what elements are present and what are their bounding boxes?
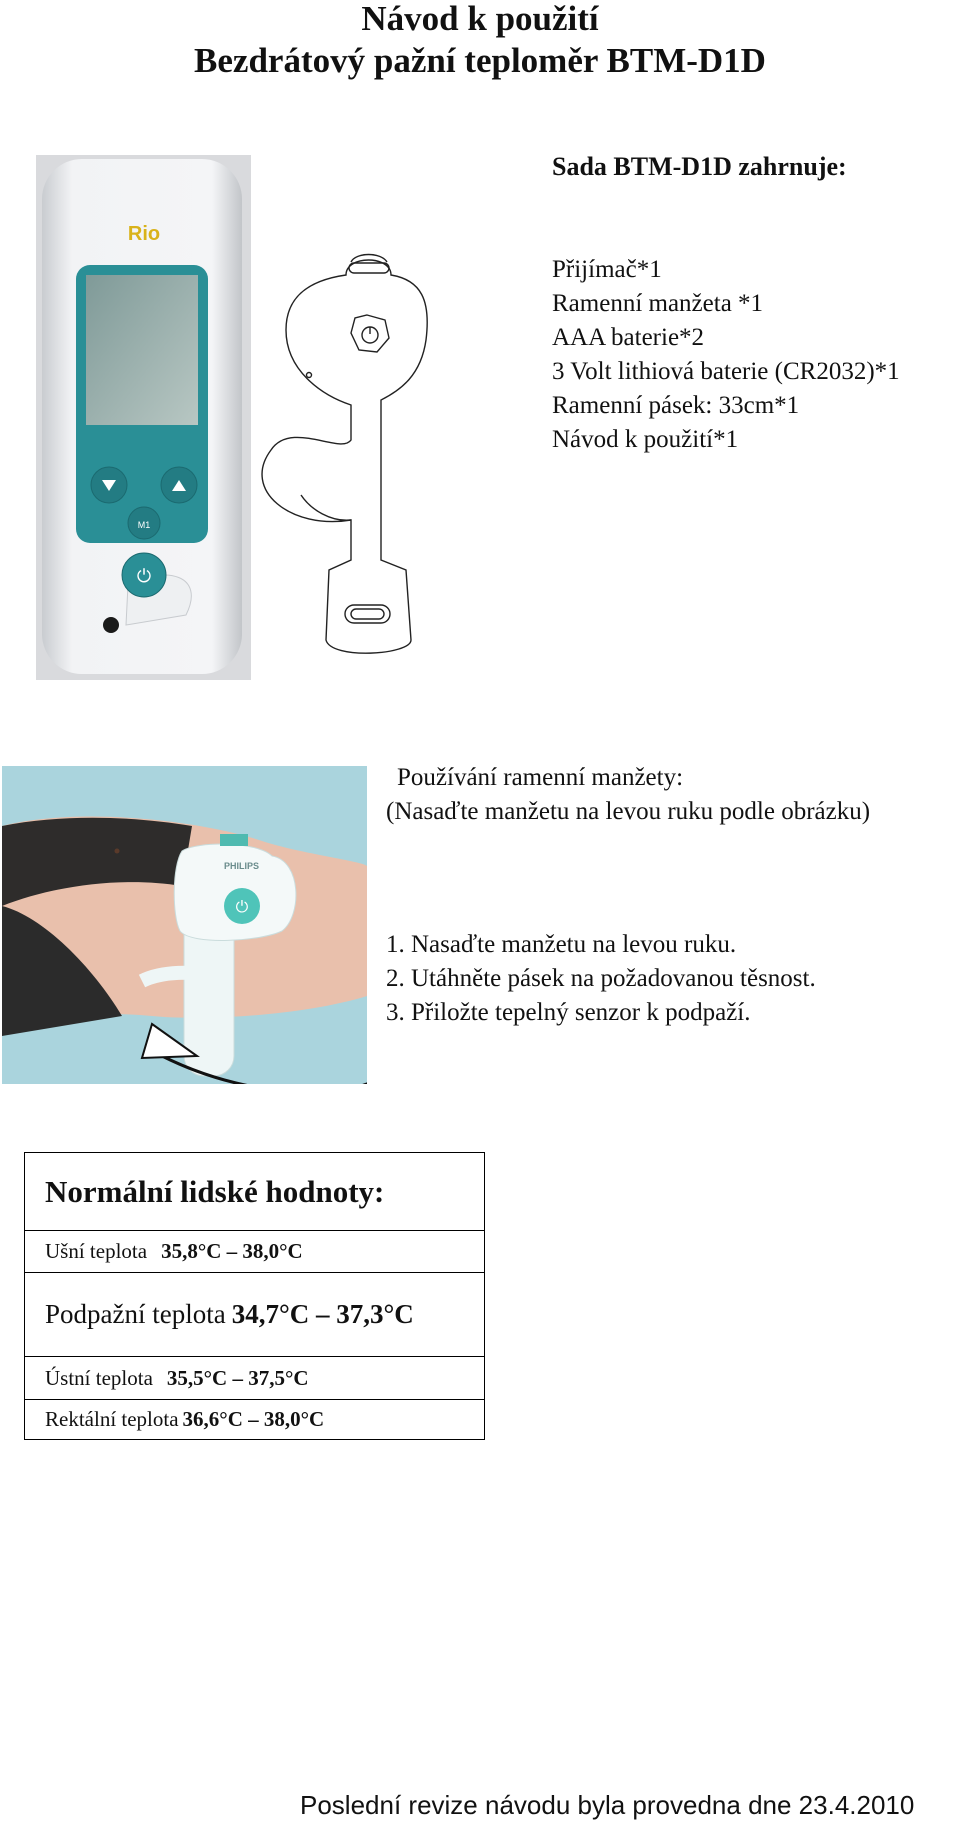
usage-step: 3. Přiložte tepelný senzor k podpaží. (386, 999, 751, 1026)
kit-heading: Sada BTM-D1D zahrnuje: (552, 152, 847, 181)
row-value: 35,5°C – 37,5°C (166, 1365, 309, 1390)
mode-label: M1 (137, 520, 151, 530)
kit-item: Ramenní pásek: 33cm*1 (552, 392, 800, 419)
row-label: Podpažní teplota (45, 1299, 226, 1329)
row-value: 36,6°C – 38,0°C (182, 1407, 325, 1431)
photo-brand: PHILIPS (224, 861, 260, 871)
normal-values-table (24, 1152, 485, 1440)
row-label: Ústní teplota (45, 1365, 153, 1390)
row-label: Ušní teplota (45, 1239, 148, 1263)
usage-step: 1. Nasaďte manžetu na levou ruku. (386, 931, 737, 958)
kit-item: AAA baterie*2 (552, 324, 705, 351)
brand-logo: Rio (127, 223, 161, 245)
armband-drawing (251, 200, 496, 680)
revision-footer: Poslední revize návodu byla provedna dne 23.4.2010 (300, 1790, 915, 1820)
receiver-device-image (36, 155, 251, 680)
table-row (25, 1273, 485, 1357)
table-row (25, 1231, 485, 1273)
document-title-line1: Návod k použití (361, 0, 599, 38)
arm-photo (2, 766, 367, 1084)
row-label: Rektální teplota (45, 1407, 179, 1431)
row-value: 34,7°C – 37,3°C (231, 1299, 414, 1329)
usage-step: 2. Utáhněte pásek na požadovanou těsnost. (386, 965, 816, 992)
usage-heading: Používání ramenní manžety: (397, 764, 684, 791)
kit-item: 3 Volt lithiová baterie (CR2032)*1 (552, 358, 900, 385)
usage-steps (386, 928, 816, 1030)
kit-item: Ramenní manžeta *1 (552, 290, 764, 317)
row-value: 35,8°C – 38,0°C (161, 1239, 303, 1263)
power-icon: ⏻ (235, 897, 249, 916)
kit-item: Přijímač*1 (552, 256, 662, 283)
table-row (25, 1400, 485, 1440)
device-screen (86, 275, 198, 425)
power-icon: ⏻ (136, 566, 152, 587)
document-title-line2: Bezdrátový pažní teploměr BTM-D1D (194, 41, 766, 80)
kit-item: Návod k použití*1 (552, 426, 739, 453)
usage-subheading: (Nasaďte manžetu na levou ruku podle obrázku) (386, 798, 871, 825)
kit-list (552, 253, 900, 457)
table-heading: Normální lidské hodnoty: (25, 1153, 485, 1231)
table-row (25, 1357, 485, 1400)
